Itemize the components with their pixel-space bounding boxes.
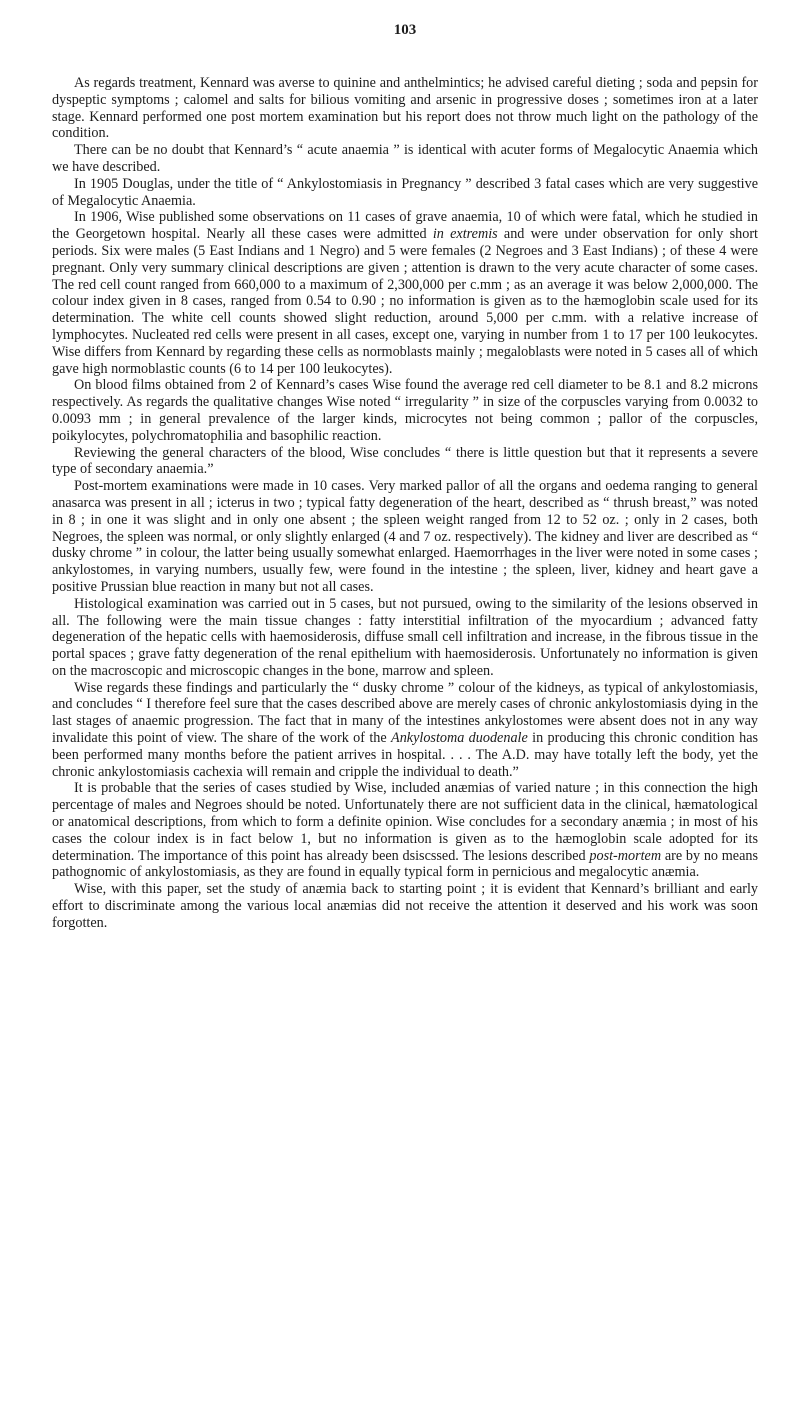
- page-number: 103: [393, 22, 417, 38]
- paragraph-treatment: As regards treatment, Kennard was averse to quinine and anthelmintics; he advised careful dieting ; soda and pepsin for dyspeptic symptoms ; calomel and salts for bilious vomiting and arsenic in progressive doses ; sometimes iron at a later stage. Kennard performed one post mortem examination but his report does not throw much light on the pathology of the condition.: [52, 75, 758, 142]
- paragraph-final: Wise, with this paper, set the study of anæmia back to starting point ; it is evident that Kennard’s brilliant and early effort to discriminate among the various local anæmias did not receive the attention it deserved and his work was soon forgotten.: [52, 881, 758, 931]
- paragraph-douglas-1905: In 1905 Douglas, under the title of “ Ankylostomiasis in Pregnancy ” described 3 fatal cases which are very suggestive of Megalocytic Anaemia.: [52, 175, 758, 209]
- paragraph-post-mortem: Post-mortem examinations were made in 10 cases. Very marked pallor of all the organs and oedema ranging to general anasarca was present in all ; icterus in two ; typical fatty degeneration of the heart, described as “ thrush breast,” was noted in 8 ; in one it was slight and in only one absent ; the spleen weight ranged from 12 to 52 oz. ; only in 2 cases, both Negroes, the spleen was normal, or only slightly enlarged (4 and 7 oz. respectively). The kidney and liver are described as “ dusky chrome ” in colour, the latter being usually somewhat enlarged. Haemorrhages in the liver were noted in some cases ; ankylostomes, in varying numbers, usually few, were found in the intestine ; the spleen, liver, kidney and heart gave a positive Prussian blue reaction in many but not all cases.: [52, 478, 758, 595]
- paragraph-histology: Histological examination was carried out in 5 cases, but not pursued, owing to the similarity of the lesions observed in all. The following were the main tissue changes : fatty interstitial infiltration of the myocardium ; advanced fatty degeneration of the hepatic cells with haemosiderosis, diffuse small cell infiltration and increase, in the fibrous tissue in the portal spaces ; grave fatty degeneration of the renal epithelium with haemosiderosis. Unfortunately no information is given on the macroscopic and microscopic changes in the bone, marrow and spleen.: [52, 595, 758, 679]
- paragraph-blood-review: Reviewing the general characters of the blood, Wise concludes “ there is little question but that it represents a severe type of secondary anaemia.”: [52, 444, 758, 478]
- paragraph-wise-1906: In 1906, Wise published some observations on 11 cases of grave anaemia, 10 of which were fatal, which he studied in the Georgetown hospital. Nearly all these cases were admitted in extremis and were under observation for only short periods. Six were males (5 East Indians and 1 Negro) and 5 were females (2 Negroes and 3 East Indians) ; of these 4 were pregnant. Only very summary clinical descriptions are given ; attention is drawn to the very acute character of some cases. The red cell count ranged from 660,000 to a maximum of 2,300,000 per c.mm ; as an average it was below 2,000,000. The colour index given in 8 cases, ranged from 0.54 to 0.90 ; no information is given as to the hæmoglobin scale used for its determination. The white cell counts showed slight reduction, around 5,000 per c.mm. with a relative increase of lymphocytes. Nucleated red cells were present in all cases, except one, varying in number from 1 to 17 per 100 leukocytes. Wise differs from Kennard by regarding these cells as normoblasts mainly ; megaloblasts were noted in 5 cases all of which gave high normoblastic counts (6 to 14 per 100 leukocytes).: [52, 209, 758, 377]
- paragraph-blood-films: On blood films obtained from 2 of Kennard’s cases Wise found the average red cell diameter to be 8.1 and 8.2 microns respectively. As regards the qualitative changes Wise noted “ irregularity ” in size of the corpuscles varying from 0.0032 to 0.0093 mm ; in general prevalence of the larger kinds, microcytes not being common ; pallor of the corpuscles, poikylocytes, polychromatophilia and basophilic reaction.: [52, 377, 758, 444]
- paragraph-discussion: It is probable that the series of cases studied by Wise, included anæmias of varied nature ; in this connection the high percentage of males and Negroes should be noted. Unfortunately there are not sufficient data in the clinical, hæmatological or anatomical descriptions, from which to form a definite opinion. Wise concludes for a secondary anæmia ; in most of his cases the colour index is in fact below 1, but no information is given as to the hæmoglobin scale adopted for its determination. The importance of this point has already been dsiscssed. The lesions described post-mortem are by no means pathognomic of ankylostomiasis, as they are found in equally typical form in pernicious and megalocytic anæmia.: [52, 780, 758, 881]
- document-page: [52, 22, 758, 932]
- paragraph-kennard-acute-anaemia: There can be no doubt that Kennard’s “ acute anaemia ” is identical with acuter forms of Megalocytic Anaemia which we have described.: [52, 142, 758, 175]
- paragraph-wise-conclusion: Wise regards these findings and particularly the “ dusky chrome ” colour of the kidneys, as typical of ankylostomiasis, and concludes “ I therefore feel sure that the cases described above are merely cases of chronic ankylostomiasis dying in the last stages of anaemic progression. The fact that in many of the intestines ankylostomes were absent does not in any way invalidate this point of view. The share of the work of the Ankylostoma duodenale in producing this chronic condition has been performed many months before the patient arrives in hospital. . . . The A.D. may have totally left the body, yet the chronic ankylostomiasis cachexia will remain and cripple the individual to death.”: [52, 679, 759, 780]
